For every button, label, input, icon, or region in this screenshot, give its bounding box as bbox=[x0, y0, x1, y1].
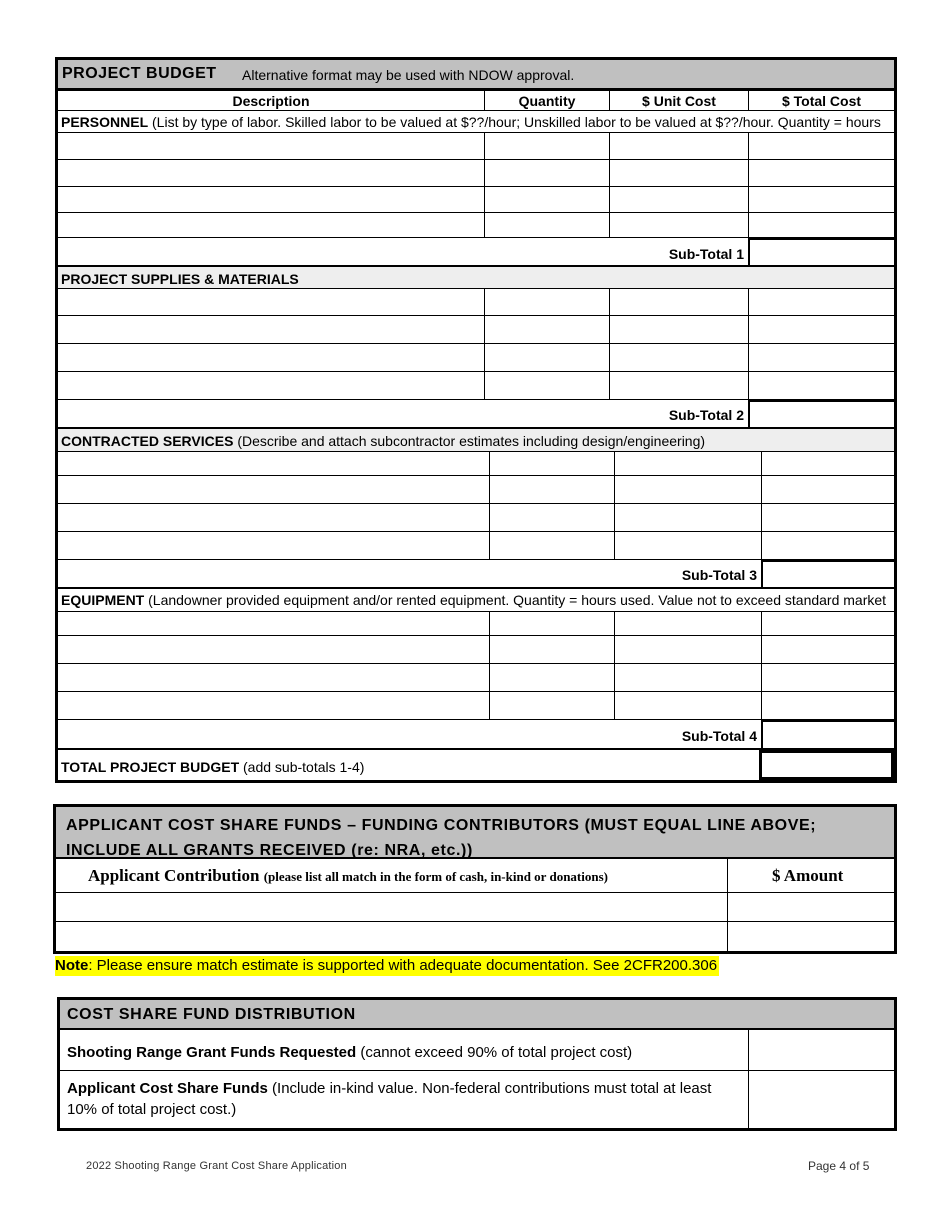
unit-cost-cell[interactable] bbox=[614, 532, 761, 559]
total-cost-cell[interactable] bbox=[761, 532, 894, 559]
distribution-row-note: (Include in-kind value. Non-federal contributions must total at least 10% of total project cost.) bbox=[67, 1080, 712, 1118]
cost-share-title-bar bbox=[56, 807, 894, 859]
budget-row[interactable] bbox=[58, 372, 894, 400]
current-page: 4 bbox=[839, 1159, 847, 1173]
page-of: of bbox=[849, 1159, 860, 1173]
unit-cost-cell[interactable] bbox=[609, 133, 748, 159]
page-prefix: Page bbox=[808, 1159, 837, 1173]
section-heading-supplies bbox=[58, 267, 894, 289]
subtotal-1-field[interactable] bbox=[748, 238, 894, 265]
quantity-cell[interactable] bbox=[489, 452, 614, 475]
subtotal-label: Sub-Total 2 bbox=[668, 407, 744, 423]
distribution-row-applicant-share bbox=[60, 1071, 894, 1128]
quantity-cell[interactable] bbox=[484, 213, 609, 237]
budget-row[interactable] bbox=[58, 664, 894, 692]
section-title: PERSONNEL bbox=[61, 114, 149, 130]
column-header-description: Description bbox=[232, 93, 310, 109]
amount-cell[interactable] bbox=[727, 893, 894, 921]
budget-header-row bbox=[58, 91, 894, 111]
budget-title-row bbox=[58, 60, 894, 91]
budget-row[interactable] bbox=[58, 532, 894, 560]
total-cost-cell[interactable] bbox=[748, 289, 894, 315]
amount-cell[interactable] bbox=[727, 922, 894, 951]
budget-title-note: Alternative format may be used with NDOW approval. bbox=[242, 67, 575, 83]
total-project-budget-field[interactable] bbox=[759, 750, 894, 780]
quantity-cell[interactable] bbox=[484, 316, 609, 343]
applicant-cost-share-field[interactable] bbox=[748, 1071, 894, 1128]
unit-cost-cell[interactable] bbox=[614, 664, 761, 691]
documentation-note bbox=[55, 956, 719, 976]
budget-row[interactable] bbox=[58, 476, 894, 504]
contribution-note: (please list all match in the form of cash, in-kind or donations) bbox=[263, 869, 608, 884]
distribution-row-grant-funds bbox=[60, 1030, 894, 1071]
unit-cost-cell[interactable] bbox=[609, 344, 748, 371]
column-header-total-cost: $ Total Cost bbox=[748, 91, 894, 110]
total-cost-cell[interactable] bbox=[748, 344, 894, 371]
distribution-row-label: Applicant Cost Share Funds bbox=[67, 1080, 268, 1097]
contribution-label: Applicant Contribution bbox=[88, 866, 260, 885]
cost-share-funds-table bbox=[53, 804, 897, 954]
column-header-unit-cost: $ Unit Cost bbox=[609, 91, 748, 110]
amount-header: $ Amount bbox=[772, 866, 844, 885]
subtotal-label: Sub-Total 1 bbox=[668, 246, 744, 262]
budget-row[interactable] bbox=[58, 636, 894, 664]
subtotal-row-4 bbox=[58, 720, 894, 750]
unit-cost-cell[interactable] bbox=[609, 187, 748, 212]
total-cost-cell[interactable] bbox=[748, 133, 894, 159]
subtotal-label: Sub-Total 4 bbox=[681, 728, 757, 744]
budget-row[interactable] bbox=[58, 452, 894, 476]
unit-cost-cell[interactable] bbox=[614, 504, 761, 531]
contribution-row[interactable] bbox=[56, 922, 894, 951]
quantity-cell[interactable] bbox=[484, 344, 609, 371]
column-header-quantity: Quantity bbox=[484, 91, 609, 110]
section-heading-personnel bbox=[58, 111, 894, 133]
budget-row[interactable] bbox=[58, 316, 894, 344]
subtotal-row-3 bbox=[58, 560, 894, 589]
unit-cost-cell[interactable] bbox=[609, 289, 748, 315]
distribution-title: COST SHARE FUND DISTRIBUTION bbox=[67, 1006, 356, 1023]
section-heading-equipment bbox=[58, 589, 894, 612]
quantity-cell[interactable] bbox=[484, 160, 609, 186]
total-cost-cell[interactable] bbox=[761, 476, 894, 503]
quantity-cell[interactable] bbox=[484, 289, 609, 315]
section-note: (List by type of labor. Skilled labor to be valued at $??/hour; Unskilled labor to be valued at $??/hour. Quantity = hours bbox=[152, 114, 881, 130]
quantity-cell[interactable] bbox=[484, 133, 609, 159]
section-title: PROJECT SUPPLIES & MATERIALS bbox=[61, 271, 299, 287]
subtotal-label: Sub-Total 3 bbox=[681, 567, 757, 583]
section-note: (Landowner provided equipment and/or rented equipment. Quantity = hours used. Value not to exceed standard market bbox=[148, 592, 887, 608]
contribution-row[interactable] bbox=[56, 893, 894, 922]
quantity-cell[interactable] bbox=[484, 372, 609, 399]
subtotal-2-field[interactable] bbox=[748, 400, 894, 427]
unit-cost-cell[interactable] bbox=[614, 476, 761, 503]
total-cost-cell[interactable] bbox=[761, 612, 894, 635]
budget-row[interactable] bbox=[58, 289, 894, 316]
quantity-cell[interactable] bbox=[489, 692, 614, 719]
budget-row[interactable] bbox=[58, 504, 894, 532]
unit-cost-cell[interactable] bbox=[609, 213, 748, 237]
unit-cost-cell[interactable] bbox=[614, 692, 761, 719]
budget-row[interactable] bbox=[58, 344, 894, 372]
budget-row[interactable] bbox=[58, 213, 894, 238]
quantity-cell[interactable] bbox=[489, 612, 614, 635]
total-note: (add sub-totals 1-4) bbox=[243, 759, 365, 775]
total-cost-cell[interactable] bbox=[761, 504, 894, 531]
note-label: Note bbox=[55, 957, 89, 974]
project-budget-table bbox=[55, 57, 897, 783]
quantity-cell[interactable] bbox=[489, 476, 614, 503]
total-cost-cell[interactable] bbox=[761, 692, 894, 719]
unit-cost-cell[interactable] bbox=[614, 452, 761, 475]
cost-share-title: APPLICANT COST SHARE FUNDS – FUNDING CONTRIBUTORS (MUST EQUAL LINE ABOVE; INCLUDE ALL GRANTS RECEIVED (re: NRA, etc.)) bbox=[66, 817, 817, 859]
quantity-cell[interactable] bbox=[489, 664, 614, 691]
total-pages: 5 bbox=[862, 1159, 870, 1173]
distribution-row-label: Shooting Range Grant Funds Requested bbox=[67, 1044, 357, 1061]
total-cost-cell[interactable] bbox=[748, 187, 894, 212]
unit-cost-cell[interactable] bbox=[609, 160, 748, 186]
budget-row[interactable] bbox=[58, 692, 894, 720]
subtotal-3-field[interactable] bbox=[761, 560, 894, 587]
cost-share-distribution-table bbox=[57, 997, 897, 1131]
total-cost-cell[interactable] bbox=[761, 452, 894, 475]
unit-cost-cell[interactable] bbox=[614, 636, 761, 663]
quantity-cell[interactable] bbox=[484, 187, 609, 212]
section-title: EQUIPMENT bbox=[61, 592, 145, 608]
distribution-row-note: (cannot exceed 90% of total project cost) bbox=[360, 1044, 633, 1061]
budget-row[interactable] bbox=[58, 187, 894, 213]
unit-cost-cell[interactable] bbox=[609, 372, 748, 399]
footer-document-title: 2022 Shooting Range Grant Cost Share Application bbox=[86, 1160, 347, 1172]
total-project-budget-row bbox=[58, 750, 894, 780]
note-text: : Please ensure match estimate is supported with adequate documentation. See 2CFR200.306 bbox=[88, 957, 718, 974]
section-note: (Describe and attach subcontractor estimates including design/engineering) bbox=[237, 433, 706, 449]
footer-page-number bbox=[808, 1159, 869, 1173]
subtotal-row-1 bbox=[58, 238, 894, 267]
subtotal-row-2 bbox=[58, 400, 894, 429]
total-cost-cell[interactable] bbox=[748, 160, 894, 186]
quantity-cell[interactable] bbox=[489, 636, 614, 663]
section-heading-contracted bbox=[58, 429, 894, 452]
total-cost-cell[interactable] bbox=[761, 636, 894, 663]
total-cost-cell[interactable] bbox=[748, 372, 894, 399]
unit-cost-cell[interactable] bbox=[614, 612, 761, 635]
budget-row[interactable] bbox=[58, 612, 894, 636]
budget-row[interactable] bbox=[58, 133, 894, 160]
subtotal-4-field[interactable] bbox=[761, 720, 894, 748]
distribution-title-bar bbox=[60, 1000, 894, 1030]
contribution-header-row bbox=[56, 859, 894, 893]
unit-cost-cell[interactable] bbox=[609, 316, 748, 343]
total-label: TOTAL PROJECT BUDGET bbox=[61, 759, 240, 775]
total-cost-cell[interactable] bbox=[761, 664, 894, 691]
quantity-cell[interactable] bbox=[489, 504, 614, 531]
budget-row[interactable] bbox=[58, 160, 894, 187]
grant-funds-requested-field[interactable] bbox=[748, 1030, 894, 1070]
section-title: CONTRACTED SERVICES bbox=[61, 433, 234, 449]
total-cost-cell[interactable] bbox=[748, 213, 894, 237]
budget-title: PROJECT BUDGET bbox=[62, 65, 217, 82]
quantity-cell[interactable] bbox=[489, 532, 614, 559]
total-cost-cell[interactable] bbox=[748, 316, 894, 343]
